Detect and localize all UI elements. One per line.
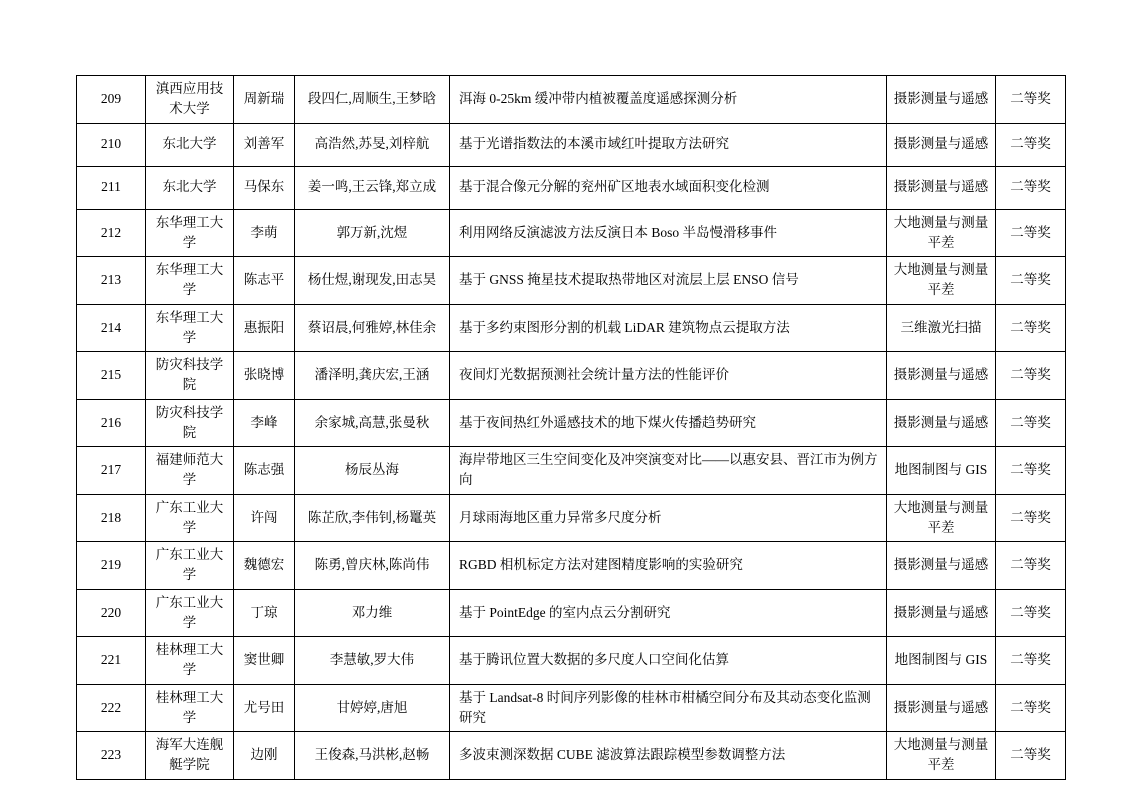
cell-advisor-name: 张晓博 [234,352,295,400]
cell-category: 三维激光扫描 [887,304,996,352]
cell-university: 东华理工大学 [146,304,234,352]
table-row [77,76,1066,124]
cell-award-level: 二等奖 [996,684,1066,732]
cell-award-level: 二等奖 [996,257,1066,305]
cell-category: 摄影测量与遥感 [887,123,996,166]
cell-advisor-name: 尤号田 [234,684,295,732]
cell-team-members: 甘婷婷,唐旭 [295,684,450,732]
cell-project-title: 洱海 0-25km 缓冲带内植被覆盖度遥感探测分析 [450,76,887,124]
cell-university: 防灾科技学院 [146,399,234,447]
table-row [77,399,1066,447]
cell-award-level: 二等奖 [996,732,1066,780]
table-row [77,447,1066,495]
cell-award-level: 二等奖 [996,166,1066,209]
cell-award-level: 二等奖 [996,589,1066,637]
cell-award-level: 二等奖 [996,304,1066,352]
cell-category: 大地测量与测量平差 [887,209,996,257]
cell-project-title: 基于 PointEdge 的室内点云分割研究 [450,589,887,637]
cell-project-title: RGBD 相机标定方法对建图精度影响的实验研究 [450,542,887,590]
cell-entry-number: 214 [77,304,146,352]
cell-team-members: 姜一鸣,王云锋,郑立成 [295,166,450,209]
cell-team-members: 陈勇,曾庆林,陈尚伟 [295,542,450,590]
cell-project-title: 多波束测深数据 CUBE 滤波算法跟踪模型参数调整方法 [450,732,887,780]
cell-team-members: 杨仕煜,谢现发,田志昊 [295,257,450,305]
cell-award-level: 二等奖 [996,447,1066,495]
cell-entry-number: 210 [77,123,146,166]
cell-university: 广东工业大学 [146,542,234,590]
cell-advisor-name: 惠振阳 [234,304,295,352]
cell-team-members: 段四仁,周顺生,王梦晗 [295,76,450,124]
cell-entry-number: 212 [77,209,146,257]
cell-university: 桂林理工大学 [146,637,234,685]
cell-advisor-name: 周新瑞 [234,76,295,124]
cell-category: 摄影测量与遥感 [887,352,996,400]
cell-advisor-name: 马保东 [234,166,295,209]
cell-project-title: 基于 GNSS 掩星技术提取热带地区对流层上层 ENSO 信号 [450,257,887,305]
cell-category: 大地测量与测量平差 [887,257,996,305]
table-row [77,637,1066,685]
cell-entry-number: 219 [77,542,146,590]
award-table-body [77,76,1066,780]
table-row [77,257,1066,305]
cell-category: 摄影测量与遥感 [887,684,996,732]
cell-university: 滇西应用技术大学 [146,76,234,124]
cell-university: 东北大学 [146,166,234,209]
table-row [77,494,1066,542]
cell-university: 东华理工大学 [146,209,234,257]
cell-entry-number: 217 [77,447,146,495]
cell-university: 广东工业大学 [146,589,234,637]
cell-project-title: 利用网络反演滤波方法反演日本 Boso 半岛慢滑移事件 [450,209,887,257]
cell-category: 摄影测量与遥感 [887,76,996,124]
table-row [77,166,1066,209]
cell-advisor-name: 窦世卿 [234,637,295,685]
cell-category: 摄影测量与遥感 [887,589,996,637]
cell-team-members: 杨辰丛海 [295,447,450,495]
cell-award-level: 二等奖 [996,352,1066,400]
cell-entry-number: 215 [77,352,146,400]
award-list-table [76,75,1066,780]
cell-advisor-name: 边刚 [234,732,295,780]
cell-award-level: 二等奖 [996,76,1066,124]
table-row [77,209,1066,257]
cell-team-members: 陈芷欣,李伟钊,杨鼍英 [295,494,450,542]
cell-advisor-name: 刘善军 [234,123,295,166]
cell-category: 摄影测量与遥感 [887,399,996,447]
cell-university: 桂林理工大学 [146,684,234,732]
cell-advisor-name: 陈志强 [234,447,295,495]
cell-category: 大地测量与测量平差 [887,732,996,780]
cell-project-title: 基于光谱指数法的本溪市域红叶提取方法研究 [450,123,887,166]
cell-category: 摄影测量与遥感 [887,166,996,209]
table-row [77,542,1066,590]
cell-team-members: 邓力维 [295,589,450,637]
cell-team-members: 郭万新,沈煜 [295,209,450,257]
cell-project-title: 基于 Landsat-8 时间序列影像的桂林市柑橘空间分布及其动态变化监测研究 [450,684,887,732]
cell-entry-number: 218 [77,494,146,542]
table-row [77,684,1066,732]
cell-category: 摄影测量与遥感 [887,542,996,590]
cell-team-members: 王俊森,马洪彬,赵畅 [295,732,450,780]
cell-entry-number: 211 [77,166,146,209]
cell-university: 福建师范大学 [146,447,234,495]
cell-award-level: 二等奖 [996,209,1066,257]
cell-project-title: 月球雨海地区重力异常多尺度分析 [450,494,887,542]
cell-entry-number: 220 [77,589,146,637]
cell-advisor-name: 陈志平 [234,257,295,305]
cell-entry-number: 222 [77,684,146,732]
cell-entry-number: 221 [77,637,146,685]
cell-entry-number: 216 [77,399,146,447]
table-row [77,732,1066,780]
cell-team-members: 余家城,高慧,张曼秋 [295,399,450,447]
cell-university: 广东工业大学 [146,494,234,542]
cell-team-members: 高浩然,苏旻,刘梓航 [295,123,450,166]
cell-project-title: 基于混合像元分解的兖州矿区地表水域面积变化检测 [450,166,887,209]
table-row [77,352,1066,400]
cell-advisor-name: 李峰 [234,399,295,447]
cell-entry-number: 213 [77,257,146,305]
cell-advisor-name: 李萌 [234,209,295,257]
cell-university: 海军大连舰艇学院 [146,732,234,780]
table-row [77,304,1066,352]
cell-university: 防灾科技学院 [146,352,234,400]
cell-award-level: 二等奖 [996,637,1066,685]
cell-advisor-name: 魏德宏 [234,542,295,590]
cell-category: 地图制图与 GIS [887,447,996,495]
cell-advisor-name: 许闯 [234,494,295,542]
cell-team-members: 蔡诏晨,何雅婷,林佳余 [295,304,450,352]
cell-category: 地图制图与 GIS [887,637,996,685]
cell-team-members: 李慧敏,罗大伟 [295,637,450,685]
cell-project-title: 夜间灯光数据预测社会统计量方法的性能评价 [450,352,887,400]
table-row [77,589,1066,637]
cell-project-title: 基于夜间热红外遥感技术的地下煤火传播趋势研究 [450,399,887,447]
cell-award-level: 二等奖 [996,494,1066,542]
cell-university: 东北大学 [146,123,234,166]
cell-category: 大地测量与测量平差 [887,494,996,542]
cell-university: 东华理工大学 [146,257,234,305]
cell-project-title: 基于多约束图形分割的机载 LiDAR 建筑物点云提取方法 [450,304,887,352]
cell-team-members: 潘泽明,龚庆宏,王涵 [295,352,450,400]
cell-project-title: 基于腾讯位置大数据的多尺度人口空间化估算 [450,637,887,685]
cell-entry-number: 209 [77,76,146,124]
cell-award-level: 二等奖 [996,399,1066,447]
cell-project-title: 海岸带地区三生空间变化及冲突演变对比——以惠安县、晋江市为例方向 [450,447,887,495]
cell-advisor-name: 丁琼 [234,589,295,637]
table-row [77,123,1066,166]
cell-award-level: 二等奖 [996,123,1066,166]
cell-award-level: 二等奖 [996,542,1066,590]
cell-entry-number: 223 [77,732,146,780]
